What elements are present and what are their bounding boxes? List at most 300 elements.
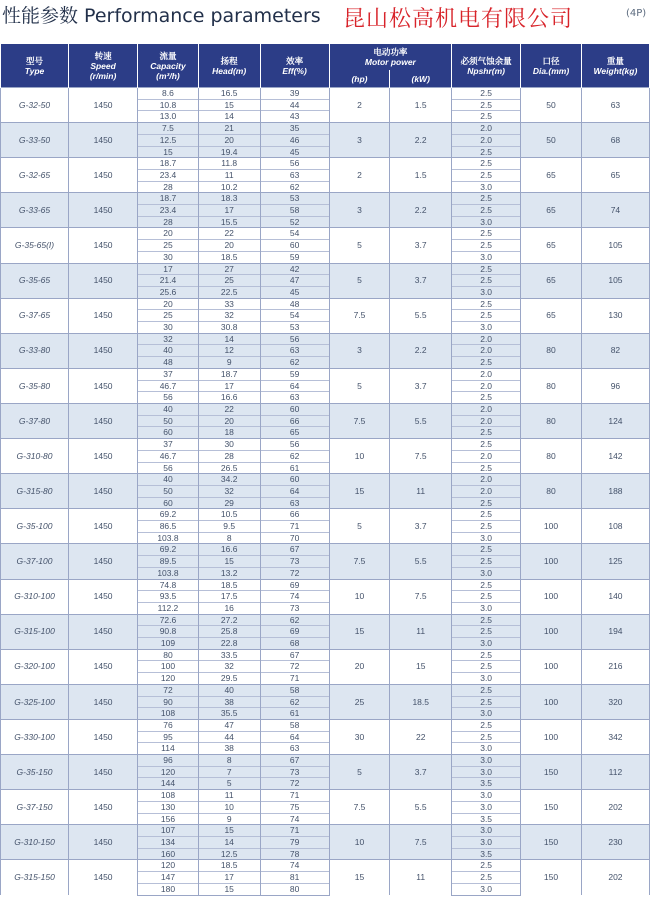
table-row <box>1 88 650 100</box>
table-row <box>1 228 650 240</box>
pole-tag: (4P) <box>626 8 647 19</box>
dia-cell: 100 <box>521 649 582 684</box>
head-cell: 10 <box>198 801 260 813</box>
model-group <box>1 790 650 825</box>
power-kw-cell: 7.5 <box>390 579 452 614</box>
capacity-cell: 180 <box>138 883 199 895</box>
head-cell: 12.5 <box>198 848 260 860</box>
head-cell: 30.8 <box>198 322 260 334</box>
power-hp-cell: 2 <box>329 158 390 193</box>
capacity-cell: 120 <box>138 766 199 778</box>
head-cell: 9 <box>198 357 260 369</box>
capacity-cell: 60 <box>138 497 199 509</box>
dia-cell: 100 <box>521 684 582 719</box>
col-dia-cn: 口径 <box>542 55 560 66</box>
power-kw-cell: 2.2 <box>390 333 452 368</box>
eff-cell: 69 <box>260 579 329 591</box>
weight-cell: 68 <box>581 123 649 158</box>
power-hp-cell: 15 <box>329 860 390 895</box>
model-group <box>1 439 650 474</box>
capacity-cell: 18.7 <box>138 158 199 170</box>
speed-cell: 1450 <box>69 158 138 193</box>
capacity-cell: 144 <box>138 778 199 790</box>
eff-cell: 43 <box>260 111 329 123</box>
head-cell: 18.5 <box>198 579 260 591</box>
eff-cell: 56 <box>260 439 329 451</box>
power-hp-cell: 25 <box>329 684 390 719</box>
eff-cell: 63 <box>260 392 329 404</box>
npshr-cell: 3.0 <box>452 837 521 849</box>
head-cell: 20 <box>198 134 260 146</box>
eff-cell: 48 <box>260 298 329 310</box>
speed-cell: 1450 <box>69 825 138 860</box>
npshr-cell: 2.0 <box>452 450 521 462</box>
model-cell: G-32-50 <box>1 88 69 123</box>
eff-cell: 54 <box>260 228 329 240</box>
capacity-cell: 13.0 <box>138 111 199 123</box>
capacity-cell: 69.2 <box>138 509 199 521</box>
capacity-cell: 90.8 <box>138 626 199 638</box>
col-head-cn: 扬程 <box>220 55 238 66</box>
head-cell: 8 <box>198 755 260 767</box>
capacity-cell: 107 <box>138 825 199 837</box>
head-cell: 8 <box>198 532 260 544</box>
weight-cell: 216 <box>581 649 649 684</box>
model-group <box>1 193 650 228</box>
table-row <box>1 123 650 135</box>
power-hp-cell: 3 <box>329 123 390 158</box>
eff-cell: 62 <box>260 696 329 708</box>
model-group <box>1 263 650 298</box>
table-row <box>1 544 650 556</box>
speed-cell: 1450 <box>69 228 138 263</box>
capacity-cell: 89.5 <box>138 556 199 568</box>
npshr-cell: 3.0 <box>452 181 521 193</box>
col-head-en: Head(m) <box>212 65 247 76</box>
head-cell: 14 <box>198 333 260 345</box>
model-cell: G-35-100 <box>1 509 69 544</box>
capacity-cell: 56 <box>138 392 199 404</box>
npshr-cell: 2.5 <box>452 99 521 111</box>
dia-cell: 80 <box>521 368 582 403</box>
head-cell: 16.5 <box>198 88 260 100</box>
capacity-cell: 100 <box>138 661 199 673</box>
model-group <box>1 158 650 193</box>
eff-cell: 74 <box>260 813 329 825</box>
power-kw-cell: 5.5 <box>390 403 452 438</box>
capacity-cell: 40 <box>138 403 199 415</box>
power-hp-cell: 5 <box>329 755 390 790</box>
head-cell: 40 <box>198 684 260 696</box>
npshr-cell: 2.5 <box>452 591 521 603</box>
head-cell: 15 <box>198 825 260 837</box>
speed-cell: 1450 <box>69 755 138 790</box>
npshr-cell: 2.5 <box>452 392 521 404</box>
head-cell: 10.5 <box>198 509 260 521</box>
head-cell: 9.5 <box>198 521 260 533</box>
capacity-cell: 95 <box>138 731 199 743</box>
head-cell: 13.2 <box>198 567 260 579</box>
table-row <box>1 860 650 872</box>
eff-cell: 71 <box>260 825 329 837</box>
capacity-cell: 160 <box>138 848 199 860</box>
npshr-cell: 2.5 <box>452 310 521 322</box>
model-group <box>1 88 650 123</box>
head-cell: 25 <box>198 275 260 287</box>
model-cell: G-315-150 <box>1 860 69 895</box>
col-weight-en: Weight(kg) <box>593 65 638 76</box>
capacity-cell: 28 <box>138 216 199 228</box>
model-cell: G-315-80 <box>1 474 69 509</box>
capacity-cell: 37 <box>138 368 199 380</box>
eff-cell: 63 <box>260 169 329 181</box>
eff-cell: 61 <box>260 708 329 720</box>
eff-cell: 58 <box>260 205 329 217</box>
eff-cell: 66 <box>260 509 329 521</box>
head-cell: 18.5 <box>198 860 260 872</box>
npshr-cell: 3.0 <box>452 251 521 263</box>
dia-cell: 80 <box>521 439 582 474</box>
head-cell: 18.3 <box>198 193 260 205</box>
model-cell: G-33-65 <box>1 193 69 228</box>
npshr-cell: 2.5 <box>452 860 521 872</box>
eff-cell: 54 <box>260 310 329 322</box>
eff-cell: 52 <box>260 216 329 228</box>
eff-cell: 64 <box>260 731 329 743</box>
dia-cell: 100 <box>521 719 582 754</box>
npshr-cell: 3.0 <box>452 825 521 837</box>
table-row <box>1 684 650 696</box>
capacity-cell: 103.8 <box>138 532 199 544</box>
head-cell: 18.7 <box>198 368 260 380</box>
eff-cell: 66 <box>260 415 329 427</box>
capacity-cell: 12.5 <box>138 134 199 146</box>
head-cell: 35.5 <box>198 708 260 720</box>
capacity-cell: 108 <box>138 790 199 802</box>
head-cell: 15 <box>198 99 260 111</box>
power-kw-cell: 5.5 <box>390 790 452 825</box>
eff-cell: 71 <box>260 790 329 802</box>
head-cell: 19.4 <box>198 146 260 158</box>
npshr-cell: 2.0 <box>452 123 521 135</box>
head-cell: 17.5 <box>198 591 260 603</box>
weight-cell: 112 <box>581 755 649 790</box>
model-group <box>1 368 650 403</box>
table-row <box>1 368 650 380</box>
eff-cell: 53 <box>260 193 329 205</box>
head-cell: 32 <box>198 485 260 497</box>
speed-cell: 1450 <box>69 614 138 649</box>
speed-cell: 1450 <box>69 509 138 544</box>
head-cell: 17 <box>198 872 260 884</box>
speed-cell: 1450 <box>69 860 138 895</box>
col-eff-en: Eff(%) <box>282 65 307 76</box>
speed-cell: 1450 <box>69 368 138 403</box>
speed-cell: 1450 <box>69 403 138 438</box>
npshr-cell: 2.5 <box>452 872 521 884</box>
npshr-cell: 3.0 <box>452 322 521 334</box>
capacity-cell: 25.6 <box>138 286 199 298</box>
eff-cell: 74 <box>260 860 329 872</box>
table-row <box>1 719 650 731</box>
npshr-cell: 2.5 <box>452 614 521 626</box>
col-weight-header <box>581 44 649 88</box>
eff-cell: 44 <box>260 99 329 111</box>
eff-cell: 73 <box>260 602 329 614</box>
speed-cell: 1450 <box>69 263 138 298</box>
head-cell: 22.5 <box>198 286 260 298</box>
eff-cell: 75 <box>260 801 329 813</box>
table-row <box>1 825 650 837</box>
eff-cell: 67 <box>260 755 329 767</box>
eff-cell: 69 <box>260 626 329 638</box>
dia-cell: 100 <box>521 509 582 544</box>
table-row <box>1 439 650 451</box>
npshr-cell: 2.5 <box>452 497 521 509</box>
npshr-cell: 2.0 <box>452 474 521 486</box>
eff-cell: 35 <box>260 123 329 135</box>
head-cell: 47 <box>198 719 260 731</box>
capacity-cell: 130 <box>138 801 199 813</box>
speed-cell: 1450 <box>69 88 138 123</box>
power-hp-cell: 20 <box>329 649 390 684</box>
speed-cell: 1450 <box>69 333 138 368</box>
capacity-cell: 108 <box>138 708 199 720</box>
performance-table <box>0 44 650 896</box>
npshr-cell: 3.0 <box>452 743 521 755</box>
head-cell: 10.2 <box>198 181 260 193</box>
npshr-cell: 2.5 <box>452 263 521 275</box>
npshr-cell: 2.5 <box>452 205 521 217</box>
head-cell: 17 <box>198 205 260 217</box>
eff-cell: 65 <box>260 427 329 439</box>
head-cell: 21 <box>198 123 260 135</box>
npshr-cell: 2.5 <box>452 696 521 708</box>
head-cell: 15 <box>198 883 260 895</box>
eff-cell: 53 <box>260 322 329 334</box>
dia-cell: 65 <box>521 298 582 333</box>
table-row <box>1 298 650 310</box>
model-cell: G-33-50 <box>1 123 69 158</box>
capacity-cell: 20 <box>138 298 199 310</box>
table-row <box>1 614 650 626</box>
power-kw-cell: 5.5 <box>390 298 452 333</box>
capacity-cell: 60 <box>138 427 199 439</box>
dia-cell: 150 <box>521 860 582 895</box>
power-hp-cell: 15 <box>329 474 390 509</box>
head-cell: 15 <box>198 556 260 568</box>
speed-cell: 1450 <box>69 439 138 474</box>
capacity-cell: 7.5 <box>138 123 199 135</box>
power-hp-cell: 7.5 <box>329 403 390 438</box>
power-hp-cell: 7.5 <box>329 544 390 579</box>
head-cell: 30 <box>198 439 260 451</box>
col-eff-header <box>260 44 329 88</box>
speed-cell: 1450 <box>69 544 138 579</box>
npshr-cell: 2.5 <box>452 719 521 731</box>
npshr-cell: 3.5 <box>452 848 521 860</box>
capacity-cell: 86.5 <box>138 521 199 533</box>
dia-cell: 100 <box>521 544 582 579</box>
model-cell: G-35-65(I) <box>1 228 69 263</box>
weight-cell: 140 <box>581 579 649 614</box>
dia-cell: 100 <box>521 614 582 649</box>
capacity-cell: 76 <box>138 719 199 731</box>
capacity-cell: 74.8 <box>138 579 199 591</box>
col-weight-cn: 重量 <box>606 55 624 66</box>
capacity-cell: 50 <box>138 415 199 427</box>
capacity-cell: 56 <box>138 462 199 474</box>
npshr-cell: 2.5 <box>452 544 521 556</box>
power-hp-cell: 3 <box>329 333 390 368</box>
eff-cell: 56 <box>260 333 329 345</box>
table-row <box>1 474 650 486</box>
speed-cell: 1450 <box>69 579 138 614</box>
dia-cell: 65 <box>521 228 582 263</box>
npshr-cell: 3.0 <box>452 286 521 298</box>
model-group <box>1 123 650 158</box>
model-group <box>1 228 650 263</box>
npshr-cell: 2.5 <box>452 298 521 310</box>
capacity-cell: 30 <box>138 322 199 334</box>
model-cell: G-330-100 <box>1 719 69 754</box>
model-group <box>1 755 650 790</box>
capacity-cell: 120 <box>138 673 199 685</box>
col-type-header <box>1 44 69 88</box>
head-cell: 16 <box>198 602 260 614</box>
npshr-cell: 2.5 <box>452 427 521 439</box>
col-npshr-cn: 必须气蚀余量 <box>460 55 512 66</box>
head-cell: 27 <box>198 263 260 275</box>
npshr-cell: 2.0 <box>452 380 521 392</box>
power-kw-cell: 7.5 <box>390 825 452 860</box>
head-cell: 14 <box>198 111 260 123</box>
npshr-cell: 3.5 <box>452 778 521 790</box>
table-row <box>1 403 650 415</box>
head-cell: 20 <box>198 240 260 252</box>
npshr-cell: 2.5 <box>452 731 521 743</box>
head-cell: 38 <box>198 743 260 755</box>
npshr-cell: 3.0 <box>452 801 521 813</box>
eff-cell: 63 <box>260 743 329 755</box>
eff-cell: 46 <box>260 134 329 146</box>
model-cell: G-35-80 <box>1 368 69 403</box>
weight-cell: 202 <box>581 860 649 895</box>
capacity-cell: 69.2 <box>138 544 199 556</box>
npshr-cell: 2.5 <box>452 661 521 673</box>
dia-cell: 150 <box>521 755 582 790</box>
capacity-cell: 114 <box>138 743 199 755</box>
col-dia-en: Dia.(mm) <box>532 65 570 76</box>
table-row <box>1 509 650 521</box>
eff-cell: 45 <box>260 146 329 158</box>
npshr-cell: 2.5 <box>452 357 521 369</box>
dia-cell: 150 <box>521 790 582 825</box>
col-speed-cn: 转速 <box>94 50 112 61</box>
eff-cell: 81 <box>260 872 329 884</box>
model-group <box>1 649 650 684</box>
model-group <box>1 544 650 579</box>
model-cell: G-33-80 <box>1 333 69 368</box>
npshr-cell: 3.0 <box>452 790 521 802</box>
weight-cell: 320 <box>581 684 649 719</box>
capacity-cell: 25 <box>138 310 199 322</box>
capacity-cell: 48 <box>138 357 199 369</box>
capacity-cell: 50 <box>138 485 199 497</box>
npshr-cell: 2.5 <box>452 111 521 123</box>
power-hp-cell: 7.5 <box>329 790 390 825</box>
speed-cell: 1450 <box>69 474 138 509</box>
eff-cell: 64 <box>260 485 329 497</box>
model-cell: G-310-100 <box>1 579 69 614</box>
eff-cell: 45 <box>260 286 329 298</box>
model-cell: G-37-65 <box>1 298 69 333</box>
model-group <box>1 298 650 333</box>
model-cell: G-310-150 <box>1 825 69 860</box>
eff-cell: 72 <box>260 661 329 673</box>
power-kw-cell: 3.7 <box>390 755 452 790</box>
eff-cell: 39 <box>260 88 329 100</box>
capacity-cell: 80 <box>138 649 199 661</box>
eff-cell: 72 <box>260 567 329 579</box>
eff-cell: 78 <box>260 848 329 860</box>
npshr-cell: 3.0 <box>452 755 521 767</box>
eff-cell: 79 <box>260 837 329 849</box>
power-kw-cell: 3.7 <box>390 263 452 298</box>
table-row <box>1 333 650 345</box>
capacity-cell: 109 <box>138 638 199 650</box>
power-kw-cell: 18.5 <box>390 684 452 719</box>
head-cell: 14 <box>198 837 260 849</box>
model-cell: G-325-100 <box>1 684 69 719</box>
npshr-cell: 2.0 <box>452 368 521 380</box>
col-npshr-header <box>452 44 521 88</box>
power-hp-cell: 5 <box>329 368 390 403</box>
weight-cell: 142 <box>581 439 649 474</box>
npshr-cell: 3.0 <box>452 766 521 778</box>
capacity-cell: 93.5 <box>138 591 199 603</box>
capacity-cell: 30 <box>138 251 199 263</box>
power-hp-cell: 5 <box>329 228 390 263</box>
capacity-cell: 112.2 <box>138 602 199 614</box>
eff-cell: 58 <box>260 719 329 731</box>
capacity-cell: 40 <box>138 345 199 357</box>
npshr-cell: 2.0 <box>452 333 521 345</box>
model-group <box>1 860 650 895</box>
head-cell: 11 <box>198 169 260 181</box>
power-kw-cell: 22 <box>390 719 452 754</box>
head-cell: 17 <box>198 380 260 392</box>
head-cell: 33.5 <box>198 649 260 661</box>
speed-cell: 1450 <box>69 684 138 719</box>
weight-cell: 124 <box>581 403 649 438</box>
col-power-hp-header: (hp) <box>329 70 390 88</box>
col-power-header <box>329 44 451 70</box>
col-speed-header <box>69 44 138 88</box>
capacity-cell: 134 <box>138 837 199 849</box>
weight-cell: 82 <box>581 333 649 368</box>
head-cell: 34.2 <box>198 474 260 486</box>
speed-cell: 1450 <box>69 193 138 228</box>
eff-cell: 68 <box>260 638 329 650</box>
eff-cell: 59 <box>260 368 329 380</box>
npshr-cell: 2.5 <box>452 169 521 181</box>
power-kw-cell: 15 <box>390 649 452 684</box>
power-kw-cell: 1.5 <box>390 88 452 123</box>
head-cell: 16.6 <box>198 392 260 404</box>
capacity-cell: 72.6 <box>138 614 199 626</box>
model-cell: G-37-100 <box>1 544 69 579</box>
